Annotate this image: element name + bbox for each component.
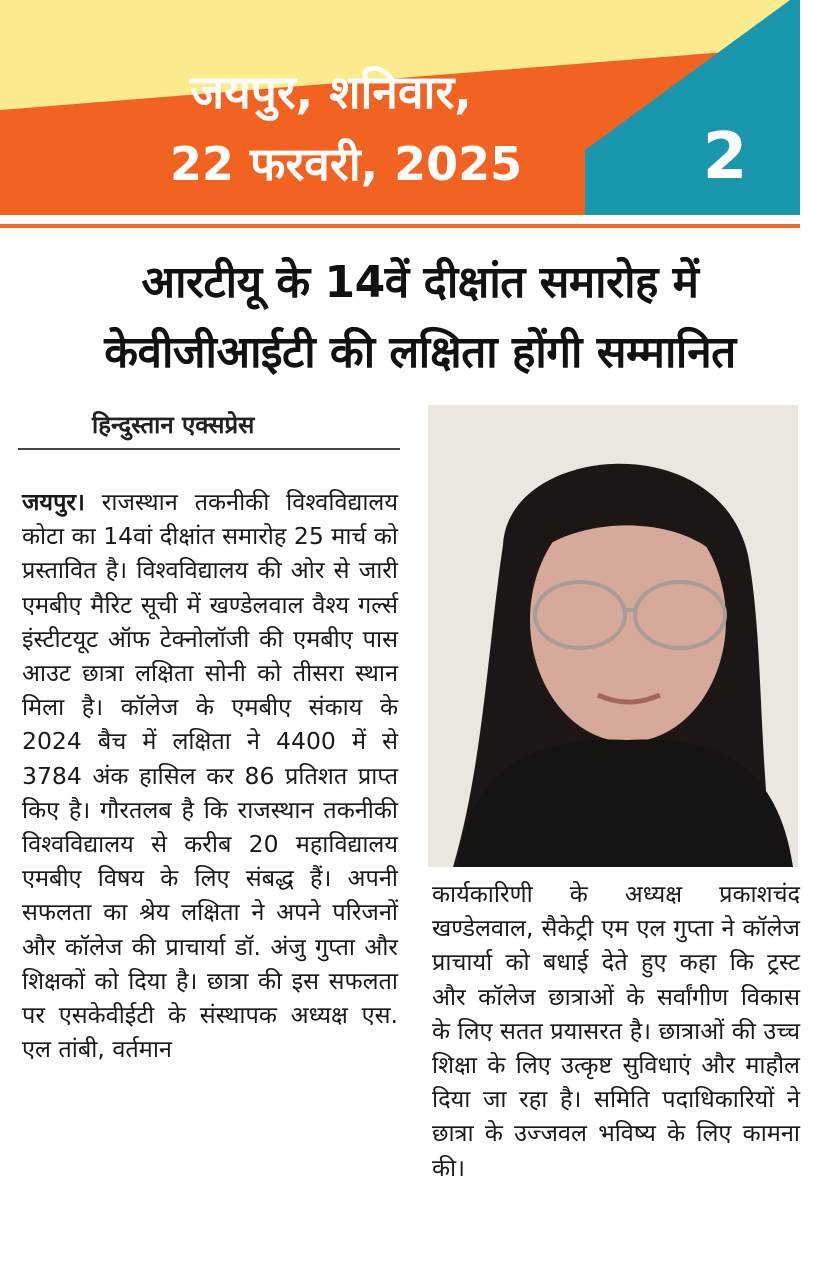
body-text-left: राजस्थान तकनीकी विश्वविद्यालय कोटा का 14वां दीक्षांत समारोह 25 मार्च को प्रस्तावित है। विश्वविद्यालय की ओर से जारी एमबीए मैरिट सूची में खण्डेलवाल वैश्य गर्ल्स इंस्टीटयूट ऑफ टेक्नोलॉजी की एमबीए पास आउट छात्रा लक्षिता सोनी को तीसरा स्थान मिला है। कॉलेज के एमबीए संकाय के 2024 बैच में लक्षिता ने 4400 में से 3784 अंक हासिल कर 86 प्रतिशत प्राप्त किए है। गौरतलब है कि राजस्थान तकनीकी विश्वविद्यालय से करीब 20 महाविद्यालय एमबीए विषय के लिए संबद्ध हैं। अपनी सफलता का श्रेय लक्षिता ने अपने परिजनों और कॉलेज की प्राचार्या डॉ. अंजु गुप्ता और शिक्षकों को दिया है। छात्रा की इस सफलता पर एसकेवीईटी के संस्थापक अध्यक्ष एस. एल तांबी, वर्तमान	[22, 488, 398, 1064]
masthead-banner	[0, 0, 840, 220]
header-divider	[0, 224, 800, 228]
student-photo	[428, 405, 798, 867]
masthead-date: 22 फरवरी, 2025	[170, 137, 523, 191]
article-body-left-column	[22, 485, 398, 1066]
page-number: 2	[702, 120, 748, 194]
masthead-city-day: जयपुर, शनिवार,	[190, 65, 472, 119]
headline-line-2: केवीजीआईटी की लक्षिता होंगी सम्मानित	[104, 327, 736, 378]
article-body-right-column	[432, 877, 800, 1185]
portrait-illustration	[428, 405, 798, 867]
byline-divider	[18, 448, 400, 450]
dateline: जयपुर।	[22, 488, 85, 516]
byline: हिन्दुस्तान एक्सप्रेस	[92, 411, 255, 439]
headline-line-1: आरटीयू के 14वें दीक्षांत समारोह में	[141, 257, 699, 308]
body-text-right: कार्यकारिणी के अध्यक्ष प्रकाशचंद खण्डेलवाल, सैकेट्री एम एल गुप्ता ने कॉलेज प्राचार्या को बधाई देते हुए कहा कि ट्रस्ट और कॉलेज छात्राओं के सर्वांगीण विकास के लिए सतत प्रयासरत है। छात्राओं की उच्च शिक्षा के लिए उत्कृष्ट सुविधाएं और माहौल दिया जा रहा है। समिति पदाधिकारियों ने छात्रा के उज्जवल भविष्य के लिए कामना की।	[432, 880, 800, 1182]
